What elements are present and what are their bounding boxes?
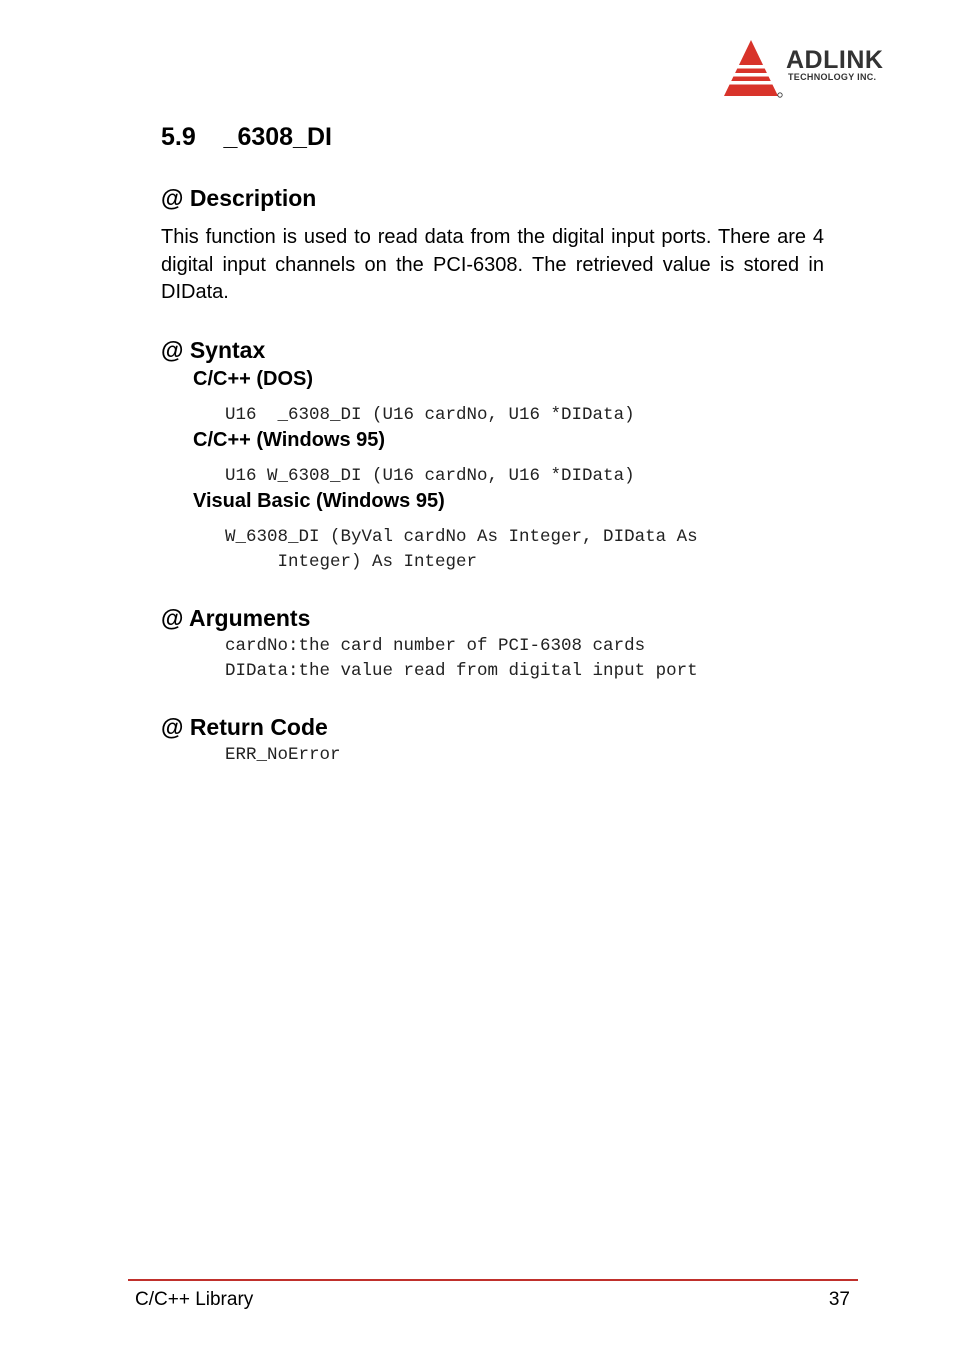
syntax-dos-label: C/C++ (DOS) [193, 368, 314, 390]
syntax-dos-code: U16 _6308_DI (U16 cardNo, U16 *DIData) [225, 405, 635, 425]
description-heading: @ Description [161, 185, 317, 211]
argument-didata: DIData:the value read from digital input port [225, 661, 698, 681]
page-number: 37 [828, 1289, 850, 1310]
description-text: This function is used to read data from the digital input ports. There are 4 digital input channels on the PCI-6308. The retrieved value is stored in DIData. [161, 226, 824, 303]
argument-cardno: cardNo:the card number of PCI-6308 cards [225, 636, 646, 656]
adlink-triangle-icon [722, 38, 786, 100]
syntax-windows-label: C/C++ (Windows 95) [193, 429, 386, 451]
section-title: 5.9 _6308_DI [161, 123, 332, 151]
logo-tagline: TECHNOLOGY INC. [788, 72, 877, 82]
syntax-windows-code: U16 W_6308_DI (U16 cardNo, U16 *DIData) [225, 466, 635, 486]
footer-divider [128, 1279, 858, 1281]
footer-chapter-label: C/C++ Library [135, 1289, 254, 1310]
syntax-heading: @ Syntax [161, 337, 266, 363]
logo-name: ADLINK [786, 46, 884, 74]
arguments-heading: @ Arguments [161, 605, 311, 631]
adlink-logo [722, 38, 912, 100]
return-code-heading: @ Return Code [161, 714, 328, 740]
syntax-vb-code-line-2: Integer) As Integer [225, 552, 478, 572]
return-code-value: ERR_NoError [225, 745, 341, 765]
syntax-vb-label: Visual Basic (Windows 95) [193, 490, 445, 512]
syntax-vb-code-line-1: W_6308_DI (ByVal cardNo As Integer, DIData As [225, 527, 698, 547]
